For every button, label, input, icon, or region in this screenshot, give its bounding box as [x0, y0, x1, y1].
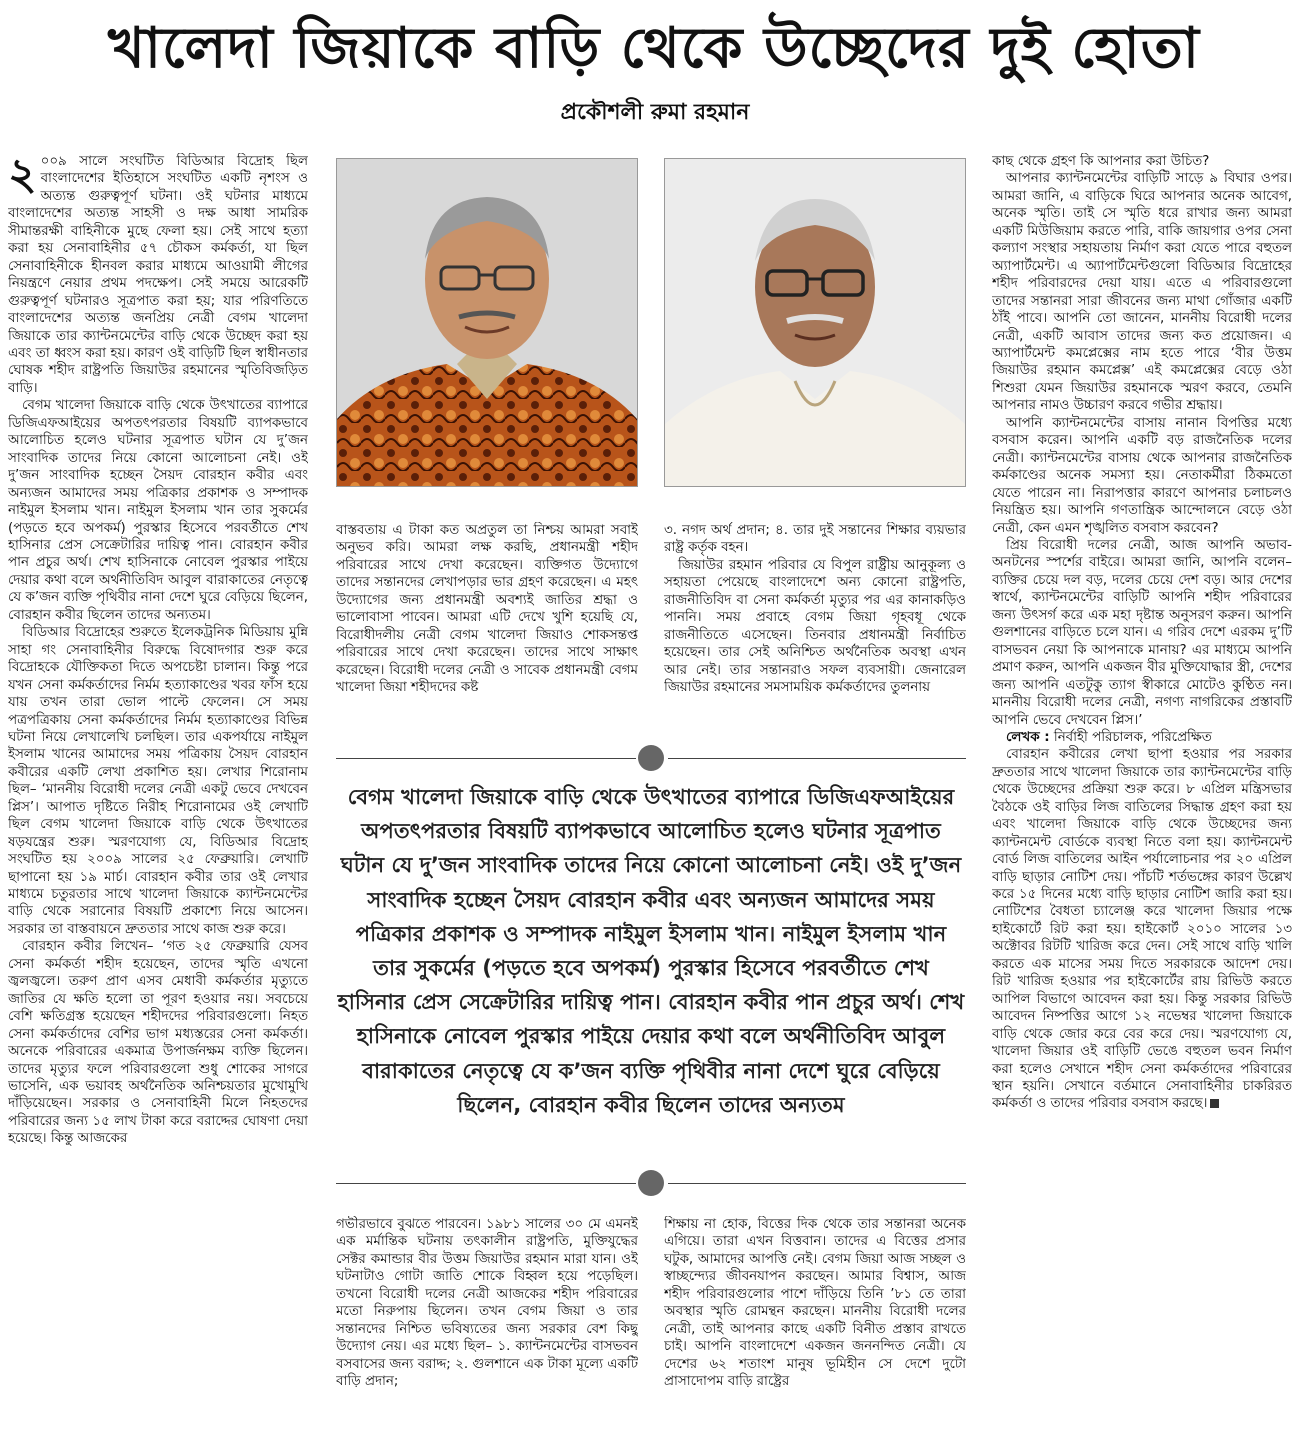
paragraph: গভীরভাবে বুঝতে পারবেন। ১৯৮১ সালের ৩০ মে এমনই এক মর্মান্তিক ঘটনায় তৎকালীন রাষ্ট্রপতি, মুক্তিযুদ্ধের সেক্টর কমান্ডার বীর উত্তম জিয়াউর রহমান মারা যান। ওই ঘটনাটাও গোটা জাতি শোকে বিহ্বল হয়ে পড়েছিল। তখনো বিরোধী দলের নেত্রী আজকের শহীদ পরিবারের মতো নিরুপায় ছিলেন। তখন বেগম জিয়া ও তার সন্তানদের নিশ্চিত ভবিষ্যতের জন্য সরকার বেশ কিছু উদ্যোগ নেয়। এর মধ্যে ছিল– ১. ক্যান্টনমেন্টের বাসভবন বসবাসের জন্য বরাদ্দ; ২. গুলশানে এক টাকা মূল্যে একটি বাড়ি প্রদান; — [336, 1217, 638, 1390]
pull-quote: বেগম খালেদা জিয়াকে বাড়ি থেকে উৎখাতের ব্যাপারে ডিজিএফআইয়ের অপতৎপরতার বিষয়টি ব্যাপকভাবে আলোচিত হলেও ঘটনার সূত্রপাত ঘটান যে দু’জন সাংবাদিক তাদের নিয়ে কোনো আলোচনা নেই। ওই দু’জন সাংবাদিক হচ্ছেন সৈয়দ বোরহান কবীর এবং অন্যজন আমাদের সময় পত্রিকার প্রকাশক ও সম্পাদক নাইমুল ইসলাম খান। নাইমুল ইসলাম খান তার সুকর্মের (পড়তে হবে অপকর্ম) পুরস্কার হিসেবে পরবর্তীতে শেখ হাসিনার প্রেস সেক্রেটারির দায়িত্ব পান। বোরহান কবীর পান প্রচুর অর্থ। শেখ হাসিনাকে নোবেল পুরস্কার পাইয়ে দেয়ার কথা বলে অর্থনীতিবিদ আবুল বারাকাতের নেতৃত্বে যে ক’জন ব্যক্তি পৃথিবীর নানা দেশে ঘুরে বেড়িয়ে ছিলেন, বোরহান কবীর ছিলেন তাদের অন্যতম — [337, 784, 965, 1117]
paragraph: বেগম খালেদা জিয়াকে বাড়ি থেকে উৎখাতের ব্যাপারে ডিজিএফআইয়ের অপতৎপরতার বিষয়টি ব্যাপকভাবে আলোচিত হলেও ঘটনার সূত্রপাত ঘটান যে দু’জন সাংবাদিক তাদের নিয়ে কোনো আলোচনা নেই। ওই দু’জন সাংবাদিক হচ্ছেন সৈয়দ বোরহান কবীর এবং অন্যজন আমাদের সময় পত্রিকার প্রকাশক ও সম্পাদক নাইমুল ইসলাম খান। নাইমুল ইসলাম খান তার সুকর্মের (পড়তে হবে অপকর্ম) পুরস্কার হিসেবে পরবর্তীতে শেখ হাসিনার প্রেস সেক্রেটারির দায়িত্ব পান। বোরহান কবীর পান প্রচুর অর্থ। শেখ হাসিনাকে নোবেল পুরস্কার পাইয়ে দেয়ার কথা বলে অর্থনীতিবিদ আবুল বারাকাতের নেতৃত্বে যে ক’জন ব্যক্তি পৃথিবীর নানা দেশে ঘুরে বেড়িয়ে ছিলেন, বোরহান কবীর ছিলেন তাদের অন্যতম। — [8, 398, 308, 623]
photo-portrait-2 — [664, 158, 966, 487]
column-1 — [8, 153, 308, 1438]
author-label: লেখক : — [1006, 729, 1050, 745]
column-2 — [336, 522, 638, 740]
paragraph: জিয়াউর রহমান পরিবার যে বিপুল রাষ্ট্রীয় আনুকূল্য ও সহায়তা পেয়েছে বাংলাদেশে অন্য কোনো রাষ্ট্রপতি, রাজনীতিবিদ বা সেনা কর্মকর্তা মৃত্যুর পর এর কানাকড়িও পাননি। সময় প্রবাহে বেগম জিয়া গৃহবধূ থেকে রাজনীতিতে এসেছেন। তিনবার প্রধানমন্ত্রী নির্বাচিত হয়েছেন। তার সেই অনিশ্চিত অর্থনৈতিক অবস্থা এখন আর নেই। তার সন্তানরাও সফল ব্যবসায়ী। জেনারেল জিয়াউর রহমানের সমসাময়িক কর্মকর্তাদের তুলনায় — [664, 557, 966, 696]
author-title: নির্বাহী পরিচালক, পরিপ্রেক্ষিত — [1053, 729, 1212, 745]
column-6 — [664, 1216, 966, 1440]
author-note — [992, 729, 1292, 746]
paragraph: শিক্ষায় না হোক, বিত্তের দিক থেকে তার সন্তানরা অনেক এগিয়ে। তারা এখন বিত্তবান। তাদের এ বিত্তের প্রসার ঘটুক, আমাদের আপত্তি নেই। বেগম জিয়া আজ সচ্ছল ও স্বাচ্ছন্দ্যের জীবনযাপন করছেন। আমার বিশ্বাস, আজ শহীদ পরিবারগুলোর পাশে দাঁড়িয়ে তিনি ’৮১ তে তারা অবস্থার স্মৃতি রোমন্থন করছেন। মাননীয় বিরোধী দলের নেত্রী, তাই আপনার কাছে একটি বিনীত প্রস্তাব রাখতে চাই। আপনি বাংলাদেশে একজন জননন্দিত নেত্রী। যে দেশের ৬২ শতাংশ মানুষ ভূমিহীন সে দেশে দুটো প্রাসাদোপম বাড়ি রাষ্ট্রের — [664, 1217, 966, 1390]
photo-portrait-1 — [336, 158, 638, 487]
paragraph: বোরহান কবীর লিখেন– ‘গত ২৫ ফেব্রুয়ারি যেসব সেনা কর্মকর্তা শহীদ হয়েছেন, তাদের স্মৃতি এখনো জ্বলজ্বলে। তরুণ প্রাণ এসব মেধাবী কর্মকর্তার মৃত্যুতে জাতির যে ক্ষতি হলো তা পূরণ হওয়ার নয়। সবচেয়ে বেশি ক্ষতিগ্রস্ত হয়েছেন শহীদদের পরিবারগুলো। নিহত সেনা কর্মকর্তাদের বেশির ভাগ মধ্যস্তরের সেনা কর্মকর্তা। অনেকে পরিবারের একমাত্র উপার্জনক্ষম ব্যক্তি ছিলেন। তাদের মৃত্যুর ফলে পরিবারগুলো শুধু শোকের সাগরে ভাসেনি, এক ভয়াবহ অর্থনৈতিক অনিশ্চয়তার মুখোমুখি দাঁড়িয়েছেন। সরকার ও সেনাবাহিনী মিলে নিহতদের পরিবারের জন্য ১৫ লাখ টাকা করে বরাদ্দের ঘোষণা দেয়া হয়েছে। কিন্তু আজকের — [8, 939, 308, 1147]
divider-dot-bottom — [638, 1170, 664, 1196]
paragraph: বিডিআর বিদ্রোহের শুরুতে ইলেকট্রনিক মিডিয়ায় মুন্নি সাহা গং সেনাবাহিনীর বিরুদ্ধে বিষোদগার শুরু করে বিদ্রোহকে যৌক্তিকতা দিতে অপচেষ্টা চালান। কিন্তু পরে যখন সেনা কর্মকর্তাদের নির্মম হত্যাকাণ্ডের খবর ফাঁস হয়ে যায় তখন তারা ভোল পাল্টে ফেলেন। সে সময় পত্রপত্রিকায় সেনা কর্মকর্তাদের নির্মম হত্যাকাণ্ডের বিভিন্ন ঘটনা নিয়ে লেখালেখি চলছিল। তার একপর্যায়ে নাইমুল ইসলাম খানের আমাদের সময় পত্রিকায় সৈয়দ বোরহান কবীরের একটি লেখা প্রকাশিত হয়। লেখার শিরোনাম ছিল– ‘মাননীয় বিরোধী দলের নেত্রী একটু ভেবে দেখবেন প্লিস’। আপাত দৃষ্টিতে নিরীহ শিরোনামের ওই লেখাটি ছিল বেগম খালেদা জিয়াকে বাড়ি থেকে উৎখাতের ষড়যন্ত্রের শুরু। স্মরণযোগ্য যে, বিডিআর বিদ্রোহ সংঘটিত হয় ২০০৯ সালের ২৫ ফেব্রুয়ারি। লেখাটি ছাপানো হয় ১৯ মার্চ। বোরহান কবীর তার ওই লেখার মাধ্যমে চতুরতার সাথে খালেদা জিয়াকে ক্যান্টনমেন্টের বাড়ি থেকে সরানোর বিষয়টি প্রকাশ্যে নিয়ে আসেন। সরকার তা বাস্তবায়নে দ্রুততার সাথে কাজ শুরু করে। — [8, 625, 308, 937]
portrait-2-illustration — [665, 159, 965, 486]
portrait-1-illustration — [337, 159, 637, 486]
column-3 — [664, 522, 966, 740]
paragraph: আপনার ক্যান্টনমেন্টের বাড়িটি সাড়ে ৯ বিঘার ওপর। আমরা জানি, এ বাড়িকে ঘিরে আপনার অনেক আবেগ, অনেক স্মৃতি। তাই সে স্মৃতি ধরে রাখার জন্য আমরা একটি মিউজিয়াম করতে পারি, বাকি জায়গার ওপর সেনা কল্যাণ সংস্থার সহায়তায় নির্মাণ করা যেতে পারে বহুতল অ্যাপার্টমেন্ট। এ অ্যাপার্টমেন্টগুলো বিডিআর বিদ্রোহের শহীদ পরিবারদের দেয়া যায়। এতে এ পরিবারগুলো তাদের সন্তানরা সারা জীবনের জন্য মাথা গোঁজার একটি ঠাঁই পাবে। আপনি তো জানেন, মাননীয় বিরোধী দলের নেত্রী, একটি আবাস তাদের জন্য কত প্রয়োজন। এ অ্যাপার্টমেন্ট কমপ্লেক্সের নাম হতে পারে ‘বীর উত্তম জিয়াউর রহমান কমপ্লেক্স’ এই কমপ্লেক্সের বেড়ে ওঠা শিশুরা যেমন জিয়াউর রহমানকে স্মরণ করবে, তেমনি আপনার নামও উচ্চারণ করবে গভীর শ্রদ্ধায়। — [992, 171, 1292, 414]
paragraph: প্রিয় বিরোধী দলের নেত্রী, আজ আপনি অভাব-অনটনের স্পর্শের বাইরে। আমরা জানি, আপনি বলেন– ব্যক্তির চেয়ে দল বড়, দলের চেয়ে দেশ বড়। আর দেশের স্বার্থে, ক্যান্টনমেন্টের বাড়িটি আপনি শহীদ পরিবারের জন্য উৎসর্গ করে এক মহা দৃষ্টান্ত অনুসরণ করুন। আপনি গুলশানের বাড়িতে চলে যান। এ গরিব দেশে এরকম দু’টি বাসভবন নেয়া কি আপনাকে মানায়? এর মাধ্যমে আপনি প্রমাণ করুন, আপনি একজন বীর মুক্তিযোদ্ধার স্ত্রী, দেশের জন্য আপনি এতটুকু ত্যাগ স্বীকারে মোটেও কুণ্ঠিত নন। মাননীয় বিরোধী দলের নেত্রী, নগণ্য নাগরিকের প্রস্তাবটি আপনি ভেবে দেখবেন প্লিস।’ — [992, 537, 1292, 728]
paragraph: ২ ০০৯ সালে সংঘটিত বিডিআর বিদ্রোহ ছিল বাংলাদেশের ইতিহাসে সংঘটিত একটি নৃশংস ও অত্যন্ত গুরুত্বপূর্ণ ঘটনা। ওই ঘটনার মাধ্যমে বাংলাদেশের অত্যন্ত সাহসী ও দক্ষ আধা সামরিক সীমান্তরক্ষী বাহিনীকে মুছে ফেলা হয়। সেই সাথে হত্যা করা হয় সেনাবাহিনীর ৫৭ চৌকস কর্মকর্তা, যা ছিল সেনাবাহিনীকে হীনবল করার মাধ্যমে আওয়ামী লীগের নিয়ন্ত্রণে নেয়ার প্রথম পদক্ষেপ। সেই সময়ে আরেকটি গুরুত্বপূর্ণ ঘটনারও সূত্রপাত করা হয়; যার পরিণতিতে বাংলাদেশের অত্যন্ত জনপ্রিয় নেত্রী বেগম খালেদা জিয়াকে তার ক্যান্টনমেন্টের বাড়ি থেকে উচ্ছেদ করা হয় এবং তা ধ্বংস করা হয়। কারণ ওই বাড়িটি ছিল স্বাধীনতার ঘোষক শহীদ রাষ্ট্রপতি জিয়াউর রহমানের স্মৃতিবিজড়িত বাড়ি। — [8, 153, 308, 396]
headline: খালেদা জিয়াকে বাড়ি থেকে উচ্ছেদের দুই হোতা — [107, 15, 1201, 81]
paragraph: আপনি ক্যান্টনমেন্টের বাসায় নানান বিপত্তির মধ্যে বসবাস করেন। আপনি একটি বড় রাজনৈতিক দলের নেত্রী। ক্যান্টনমেন্টের বাসায় থেকে আপনার রাজনৈতিক কর্মকাণ্ডের অনেক সমস্যা হয়। নেতাকর্মীরা ঠিকমতো যেতে পারেন না। নিরাপত্তার কারণে আপনার চলাচলও নিয়ন্ত্রিত হয়। আপনি গণতান্ত্রিক আন্দোলনে বেড়ে ওঠা নেত্রী, কেন এমন শৃঙ্খলিত বসবাস করবেন? — [992, 415, 1292, 536]
divider-dot-top — [638, 745, 664, 771]
byline: প্রকৌশলী রুমা রহমান — [560, 100, 750, 125]
divider-right-bottom — [668, 1183, 966, 1184]
drop-cap: ২ — [8, 153, 37, 200]
divider-left-top — [336, 758, 636, 759]
paragraph: ৩. নগদ অর্থ প্রদান; ৪. তার দুই সন্তানের শিক্ষার ব্যয়ভার রাষ্ট্র কর্তৃক বহন। — [664, 523, 966, 556]
divider-left-bottom — [336, 1183, 636, 1184]
paragraph: কাছ থেকে গ্রহণ কি আপনার করা উচিত? — [992, 154, 1210, 169]
paragraph: বাস্তবতায় এ টাকা কত অপ্রতুল তা নিশ্চয় আমরা সবাই অনুভব করি। আমরা লক্ষ করছি, প্রধানমন্ত্রী শহীদ পরিবারের সাথে দেখা করেছেন। ব্যক্তিগত উদ্যোগে তাদের সন্তানদের লেখাপড়ার ভার গ্রহণ করেছেন। এ মহৎ উদ্যোগের জন্য প্রধানমন্ত্রী অবশ্যই জাতির শ্রদ্ধা ও ভালোবাসা পাবেন। আমরা এটি দেখে খুশি হয়েছি যে, বিরোধীদলীয় নেত্রী বেগম খালেদা জিয়াও শোকসন্তপ্ত পরিবারের সাথে দেখা করেছেন। তাদের সাথে সাক্ষাৎ করেছেন। বিরোধী দলের নেত্রী ও সাবেক প্রধানমন্ত্রী বেগম খালেদা জিয়া শহীদদের কষ্ট — [336, 523, 638, 696]
column-4 — [992, 153, 1292, 1438]
paragraph: বোরহান কবীরের লেখা ছাপা হওয়ার পর সরকার দ্রুততার সাথে খালেদা জিয়াকে তার ক্যান্টনমেন্টের বাড়ি থেকে উচ্ছেদের প্রক্রিয়া শুরু করে। ৮ এপ্রিল মন্ত্রিসভার বৈঠকে ওই বাড়ির লিজ বাতিলের সিদ্ধান্ত গ্রহণ করা হয় এবং খালেদা জিয়াকে বাড়ি থেকে উচ্ছেদের জন্য ক্যান্টনমেন্ট বোর্ডকে ব্যবস্থা নিতে বলা হয়। ক্যান্টনমেন্ট বোর্ড লিজ বাতিলের আইন পর্যালোচনার পর ২০ এপ্রিল বাড়ি ছাড়ার নোটিশ দেয়। পাঁচটি শর্তভঙ্গের কারণ উল্লেখ করে ১৫ দিনের মধ্যে বাড়ি ছাড়ার নোটিশ জারি করা হয়। নোটিশের বৈধতা চ্যালেঞ্জ করে খালেদা জিয়ার পক্ষে হাইকোর্টে রিট করা হয়। হাইকোর্ট ২০১০ সালের ১৩ অক্টোবর রিটটি খারিজ করে দেন। সেই সাথে বাড়ি খালি করতে এক মাসের সময় দিতে সরকারকে আদেশ দেয়। রিট খারিজ হওয়ার পর হাইকোর্টের রায় রিভিউ করতে আপিল বিভাগে আবেদন করা হয়। কিন্তু সরকার রিভিউ আবেদন নিষ্পত্তির আগে ১২ নভেম্বর খালেদা জিয়াকে বাড়ি থেকে জোর করে বের করে দেয়। স্মরণযোগ্য যে, খালেদা জিয়ার ওই বাড়িটি ভেঙে বহুতল ভবন নির্মাণ করা হলেও সেখানে শহীদ সেনা কর্মকর্তাদের পরিবারের স্থান হয়নি। সেখানে বর্তমানে সেনাবাহিনীর চাকরিরত কর্মকর্তা ও তাদের পরিবার বসবাস করছে। — [992, 747, 1292, 1112]
divider-right-top — [668, 758, 966, 759]
end-mark-icon — [1210, 1099, 1219, 1108]
column-5 — [336, 1216, 638, 1440]
